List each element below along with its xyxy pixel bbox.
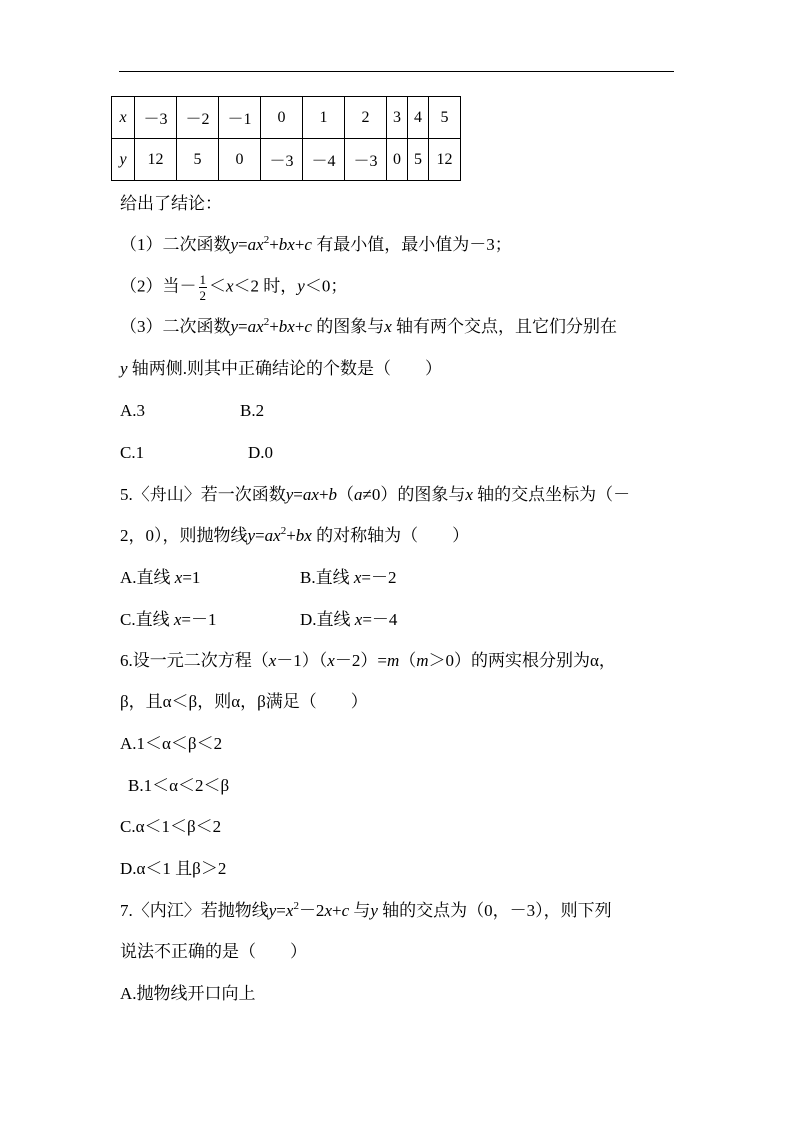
text: ＜	[209, 276, 226, 296]
math-var: ax	[247, 235, 264, 254]
q6-option-b: B.1＜α＜2＜β	[128, 776, 230, 795]
text: =	[255, 526, 265, 545]
text: 7.〈内江〉若抛物线	[120, 901, 269, 920]
math-var: c	[341, 901, 350, 920]
text: =－4	[362, 610, 398, 629]
conclusion-2	[120, 272, 347, 303]
text: +	[294, 317, 305, 336]
text: 与	[349, 901, 371, 920]
q6-option-a: A.1＜α＜β＜2	[120, 734, 223, 753]
math-var: y	[285, 485, 294, 504]
exponent: 2	[293, 900, 299, 912]
text: ＞0）的两实根分别为α，	[428, 651, 616, 670]
denominator: 2	[199, 288, 206, 303]
text: （	[337, 485, 355, 504]
q5-option-d	[300, 608, 397, 632]
exponent: 2	[280, 525, 287, 537]
text: 的图象与	[311, 317, 385, 336]
header-rule	[119, 71, 674, 72]
text: +	[269, 235, 279, 254]
text: =	[238, 317, 248, 336]
math-var: x	[226, 276, 234, 296]
math-var: x	[173, 610, 182, 629]
math-var: c	[304, 235, 312, 254]
text: 的对称轴为（ ）	[311, 526, 470, 545]
text: =	[276, 901, 286, 920]
math-var: x	[327, 651, 335, 670]
text: ＜0；	[304, 276, 348, 296]
text: =	[293, 485, 303, 504]
conclusion-3-cont	[120, 357, 442, 381]
math-var: bx	[295, 526, 312, 545]
table-cell: －3	[135, 97, 177, 139]
text: +	[294, 235, 305, 254]
table-cell: 2	[345, 97, 387, 139]
q5-stem-line2	[120, 524, 469, 548]
text: 轴的交点为（0，－3），则下列	[377, 901, 612, 920]
q6-option-d: D.α＜1 且β＞2	[120, 859, 227, 878]
q4-option-d: D.0	[248, 443, 274, 462]
exponent: 2	[263, 316, 270, 328]
math-var: x	[353, 568, 362, 587]
text: 轴的交点坐标为（－	[472, 485, 631, 504]
text: （1）二次函数	[120, 235, 231, 254]
math-var: y	[230, 235, 239, 254]
table-cell: 0	[261, 97, 303, 139]
q7-stem-line1	[120, 899, 612, 923]
text: （2）当－	[120, 276, 197, 296]
q6-stem-line1	[120, 649, 616, 673]
text: （	[399, 651, 417, 670]
math-var: ax	[302, 485, 319, 504]
table-cell: －2	[177, 97, 219, 139]
fraction-half	[199, 272, 208, 303]
text: +	[318, 485, 329, 504]
text: －2）=	[334, 651, 387, 670]
math-var: ax	[247, 317, 264, 336]
math-var: ax	[264, 526, 281, 545]
text: 6.设一元二次方程（	[120, 651, 269, 670]
table-row-y	[112, 139, 461, 181]
text: 有最小值，最小值为－3；	[311, 235, 512, 254]
conclusion-1	[120, 233, 512, 257]
table-cell: 0	[219, 139, 261, 181]
table-cell: 0	[387, 139, 408, 181]
math-var: x	[354, 610, 363, 629]
q7-option-a: A.抛物线开口向上	[120, 984, 256, 1003]
text: C.直线	[120, 610, 174, 629]
math-var: bx	[278, 235, 295, 254]
text: ≠0）的图象与	[362, 485, 466, 504]
table-cell: y	[112, 139, 135, 181]
q5-stem-line1	[120, 483, 630, 507]
table-cell: 4	[408, 97, 429, 139]
table-cell: －1	[219, 97, 261, 139]
math-var: b	[328, 485, 338, 504]
math-var: x	[324, 901, 332, 920]
table-cell: －3	[345, 139, 387, 181]
text: 2，0），则抛物线	[120, 526, 248, 545]
text: B.直线	[300, 568, 354, 587]
math-var: x	[465, 485, 473, 504]
text: =	[238, 235, 248, 254]
text: 5.〈舟山〉若一次函数	[120, 485, 286, 504]
math-var: bx	[278, 317, 295, 336]
q7-stem-line2: 说法不正确的是（ ）	[120, 942, 307, 961]
table-cell: 5	[429, 97, 461, 139]
table-cell: 5	[408, 139, 429, 181]
math-var: y	[120, 359, 128, 378]
math-var: y	[247, 526, 256, 545]
math-var: y	[268, 901, 277, 920]
text: D.直线	[300, 610, 355, 629]
value-table	[111, 96, 461, 181]
text: +	[286, 526, 296, 545]
table-cell: 3	[387, 97, 408, 139]
text: 轴两侧.则其中正确结论的个数是（ ）	[127, 359, 443, 378]
q5-option-b	[300, 566, 396, 590]
math-var: y	[230, 317, 239, 336]
text: +	[269, 317, 279, 336]
table-cell: 5	[177, 139, 219, 181]
text: =－2	[361, 568, 397, 587]
table-cell: 1	[303, 97, 345, 139]
text: （3）二次函数	[120, 317, 231, 336]
text: ＜2 时，	[233, 276, 298, 296]
text: 轴有两个交点，且它们分别在	[391, 317, 618, 336]
math-var: x	[285, 901, 294, 920]
conclusions-intro: 给出了结论：	[120, 194, 222, 213]
q5-option-a	[120, 566, 200, 590]
q6-stem-line2: β，且α＜β，则α，β满足（ ）	[120, 692, 368, 711]
conclusion-3	[120, 315, 617, 339]
math-var: y	[370, 901, 378, 920]
q4-option-b: B.2	[240, 401, 265, 420]
q4-option-c: C.1	[120, 443, 145, 462]
math-var: x	[268, 651, 277, 670]
text: A.直线	[120, 568, 175, 587]
q4-option-a: A.3	[120, 401, 146, 420]
q6-option-c: C.α＜1＜β＜2	[120, 817, 222, 836]
text: +	[331, 901, 342, 920]
math-var: m	[386, 651, 400, 670]
table-cell: －3	[261, 139, 303, 181]
math-var: y	[297, 276, 305, 296]
text: －2	[298, 901, 325, 920]
q5-option-c	[120, 608, 216, 632]
math-var: m	[416, 651, 429, 670]
math-var: x	[384, 317, 392, 336]
math-var: a	[354, 485, 363, 504]
table-cell: 12	[429, 139, 461, 181]
table-row-x	[112, 97, 461, 139]
table-cell: －4	[303, 139, 345, 181]
table-cell: 12	[135, 139, 177, 181]
math-var: c	[304, 317, 312, 336]
text: =－1	[181, 610, 217, 629]
table-cell: x	[112, 97, 135, 139]
math-var: x	[174, 568, 183, 587]
text: =1	[182, 568, 201, 587]
text: －1）（	[276, 651, 328, 670]
numerator: 1	[199, 272, 206, 287]
exponent: 2	[263, 234, 270, 246]
